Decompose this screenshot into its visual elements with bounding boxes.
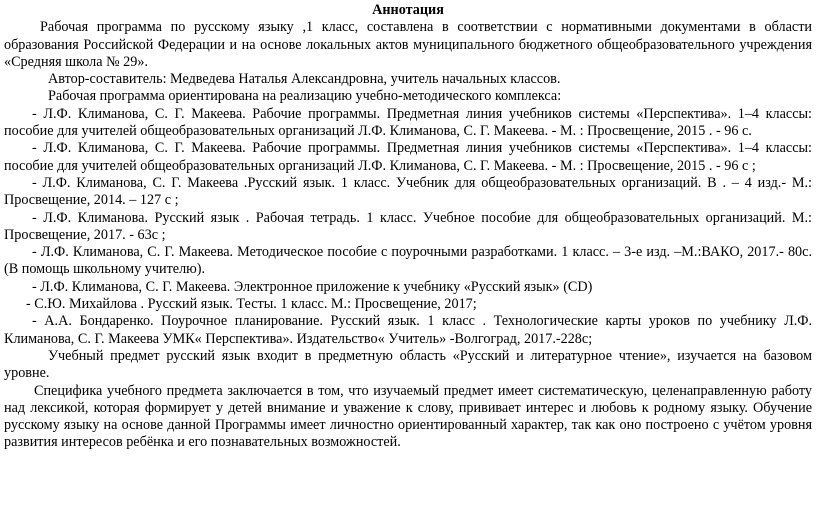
- kit-item: - А.А. Бондаренко. Поурочное планирование. Русский язык. 1 класс . Технологические карты уроков по учебнику Л.Ф. Климанова, С. Г. Макеева УМК« Перспектива». Издательство« Учитель» -Волгоград, 2017.-228с;: [4, 313, 812, 347]
- subject-area-paragraph: Учебный предмет русский язык входит в предметную область «Русский и литературное чтение», изучается на базовом уровне.: [4, 347, 812, 382]
- kit-item: - Л.Ф. Климанова, С. Г. Макеева .Русский язык. 1 класс. Учебник для общеобразовательных организаций. В . – 4 изд.- М.: Просвещение, 2014. – 127 с ;: [4, 174, 812, 209]
- kit-item: - Л.Ф. Климанова, С. Г. Макеева. Рабочие программы. Предметная линия учебников системы «Перспектива». 1–4 классы: пособие для учителей общеобразовательных организаций Л.Ф. Климанова, С. Г. Макеева. - М. : Просвещение, 2015 . - 96 с ;: [4, 140, 812, 174]
- author-paragraph: Автор-составитель: Медведева Наталья Александровна, учитель начальных классов.: [48, 71, 561, 88]
- orientation-paragraph: Рабочая программа ориентирована на реализацию учебно-методического комплекса:: [48, 88, 562, 105]
- kit-item: - Л.Ф. Климанова, С. Г. Макеева. Рабочие программы. Предметная линия учебников системы «Перспектива». 1–4 классы: пособие для учителей общеобразовательных организаций Л.Ф. Климанова, С. Г. Макеева. - М. : Просвещение, 2015 . - 96 с.: [4, 105, 812, 140]
- kit-item: - Л.Ф. Климанова, С. Г. Макеева. Методическое пособие с поурочными разработками. 1 класс. – 3-е изд. –М.:ВАКО, 2017.- 80с.(В помощь школьному учителю).: [4, 244, 812, 278]
- kit-item: - Л.Ф. Климанова, С. Г. Макеева. Электронное приложение к учебнику «Русский язык» (CD): [32, 278, 593, 295]
- intro-paragraph: Рабочая программа по русскому языку ,1 класс, составлена в соответствии с нормативными документами в области образования Российской Федерации и на основе локальных актов муниципального бюджетного общеобразовательного учреждения «Средняя школа № 29».: [4, 19, 812, 70]
- kit-item: - Л.Ф. Климанова. Русский язык . Рабочая тетрадь. 1 класс. Учебное пособие для общеобразовательных организаций. М.: Просвещение, 2017. - 63с ;: [4, 209, 812, 243]
- kit-item: - С.Ю. Михайлова . Русский язык. Тесты. 1 класс. М.: Просвещение, 2017;: [26, 296, 477, 313]
- specifics-paragraph: Специфика учебного предмета заключается в том, что изучаемый предмет имеет систематическую, целенаправленную работу над лексикой, которая формирует у детей внимание и уважение к слову, прививает интерес и любовь к родному языку. Обучение русскому языку на основе данной Программы имеет личностно ориентированный характер, так как оно построено с учётом уровня развития интересов ребёнка и его познавательных возможностей.: [4, 382, 812, 451]
- page-title: Аннотация: [372, 2, 444, 18]
